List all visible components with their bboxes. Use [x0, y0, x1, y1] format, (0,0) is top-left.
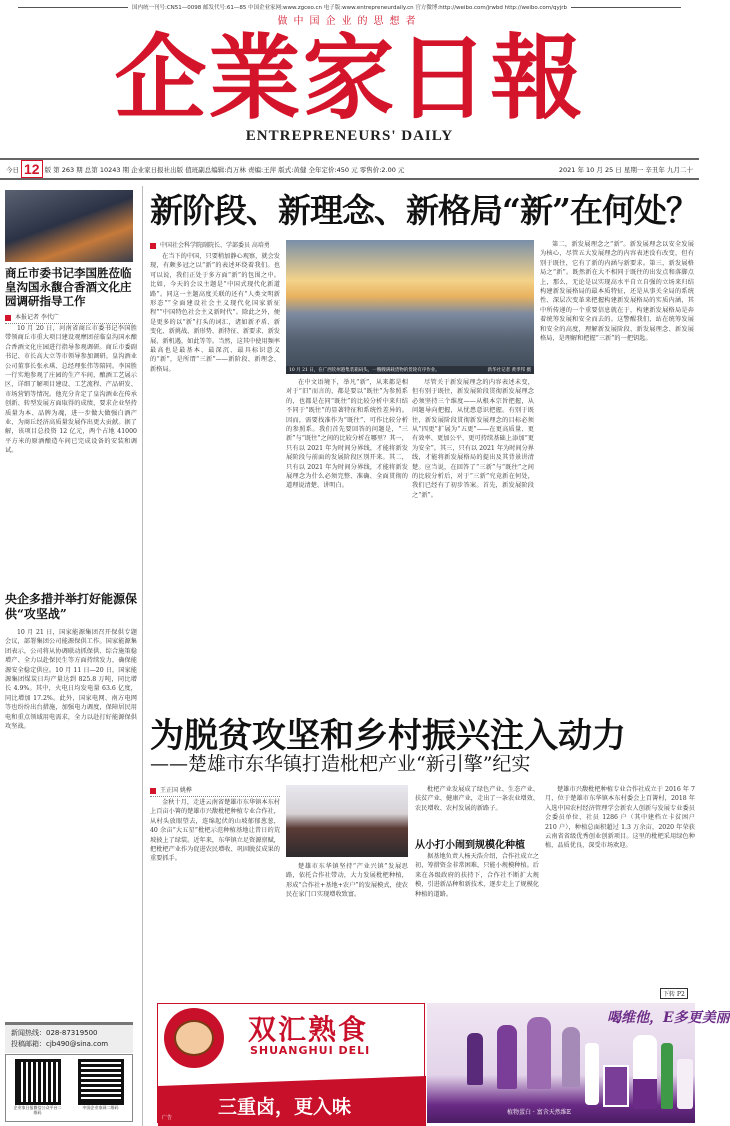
story2-col-3b: 据基地负责人杨天浩介绍，合作社成立之初，筹措资金非常困难，只能小规模种植。后来在各级政府的扶持下，合作社不断扩大规模，引进新品种和新技术，逐步走上了规模化种植的道路。 [415, 853, 539, 898]
main-byline: 中国社会科学院副院长、学部委员 高培勇 [150, 240, 280, 251]
left-body-1: 10 月 20 日，河南省商丘市委书记李国胜带领商丘市重大项目建设观摩团莅临皇沟国永酿合香酒文化庄园进行指导参观调研。商丘市委副书记、市长高大立等市领导参加调研。皇沟酒业公司董事长张永琪、总经理张伟等陪同。李国胜一行实地参观了庄园的生产车间、酿酒工艺展示区，详细了解项目建设、工艺流程、产品研发、市场营销等情况。他充分肯定了皇沟酒业在传承创新、转型发展方面取得的成绩，要求企业坚持质量为本、品牌为魂，进一步做大做强白酒产业，为商丘经济高质量发展作出更大贡献。据了解，该项目总投资 12 亿元，两个占地 41000 平方米的原酒酿造车间已完成设备的安装和调试。 [5, 325, 137, 455]
issue-date: 2021 年 10 月 25 日 星期一 辛丑年 九月二十 [558, 165, 693, 174]
masthead-english: ENTREPRENEURS' DAILY [245, 128, 454, 144]
milk-ad-tagline: 植物蛋白 · 富含天然维E [507, 1109, 572, 1116]
product-bottle [661, 1043, 673, 1109]
story-photo-inspection [5, 190, 133, 262]
model-figure [562, 1027, 580, 1087]
story2-col-4: 楚雄市兴馥枇杷种植专业合作社成立于 2016 年 7 月，位于楚雄市东华镇本东村委会上百箐村，2018 年入选中国农村经济管理学会新农人创新与发展专业委员会委员单位，社员 1286 户（其中建档立卡贫困户 210 户），种植总面积超过 1.3 万余亩，2020 年荣获云南省省级优秀创业创新项目。这里的枇杷采用绿色种植，品质优良，深受市场欢迎。 [545, 786, 695, 850]
ad-brand-en: SHUANGHUI DELI [250, 1044, 371, 1057]
main-headline[interactable]: 新阶段、新理念、新格局“新”在何处？ [150, 191, 698, 230]
story2-subheadline: ——楚雄市东华镇打造枇杷产业“新引擎”纪实 [150, 753, 531, 775]
story2-subhead: 从小打小闹到规模化种植 [415, 840, 525, 851]
milk-ad-slogan: 喝维他，E多更美丽 [607, 1010, 730, 1026]
qr-caption: 企业家日报微信公众平台二维码 [13, 1105, 62, 1115]
left-body-2: 10 月 21 日，国家能源集团召开保供专题会议，部署集团公司能源保供工作。国家能源集团表示，公司将从协调联动抓保供、综合施策稳增产、全力以赴保民生等方面持续发力，确保能源安全稳定供应。10 月 11 日—20 日，国家能源集团煤炭日均产量达到 825.8 万吨，同比增长 4.9%。其中，火电日均发电量 63.6 亿度，同比增加 17.2%。此外，国家电网、南方电网等也纷纷出台措施，加强电力调度，保障居民用电和重点领域用电需求，全力以赴打好能源保供攻坚战。 [5, 629, 137, 731]
left-headline-1[interactable]: 商丘市委书记李国胜莅临皇沟国永馥合香酒文化庄园调研指导工作 [5, 266, 132, 308]
model-figure [527, 1017, 551, 1089]
model-figure [497, 1025, 517, 1089]
issue-details: 版 第 263 期 总第 10243 期 企业家日报社出版 值班副总编辑:肖万林 责编:王萍 版式:黄健 全年定价:450 元 零售价:2.00 元 [44, 165, 405, 174]
qr-code-icon[interactable] [15, 1059, 61, 1105]
qr-item [13, 1059, 63, 1121]
news-hotline: 新闻热线：028-87319500 [11, 1029, 98, 1037]
story2-col-2: 楚雄市东华镇坚持“产业兴镇”发展思路，依托合作社带动，大力发展枇杷种植，形成“合作社+基地+农户”的发展模式，使农民在家门口实现增收致富。 [286, 863, 408, 899]
issue-info-bar [0, 158, 699, 180]
product-bottle [585, 1043, 599, 1105]
story2-col-1: 金秋十月，走进云南省楚雄市东华镇本东村上百亩小箐的楚雄市兴馥枇杷种植专业合作社，从村头放眼望去，连绵起伏的山坡郁郁葱葱，40 余亩“大五星”枇杷示范种植基地让昔日的荒坡披上了绿装。近年来，东华镇立足资源禀赋，把枇杷产业作为促进农民增收、巩固脱贫成果的重要抓手。 [150, 799, 280, 863]
shuanghui-ad[interactable] [157, 1003, 425, 1123]
main-col-4: 第二，新发展理念之“新”。新发展理念以安全发展为核心，尽管五大发展理念的内容表述没有改变，但有别于既往，它有了新的内涵与新要求。第三，新发展格局之“新”。既然新在大不相同于既往的出发点和落脚点上，那么，无论是以实现高水平自立自强的立场来归结构建新发展格局的最本质特征，还是从事关全局的系统性、深层次变革来把握构建新发展格局的实质内涵，其中所传递的一个重要信息就在于，构建新发展格局是奔着统筹发展和安全而去的。这警醒我们，站在统筹发展和安全的高度，理解新发展阶段、新发展理念、新发展格局，是理解和把握“三新”的一把钥匙。 [540, 241, 694, 343]
pig-logo-icon [164, 1008, 224, 1068]
photo-credit: 新华社记者 黄孝邦 摄 [487, 368, 531, 373]
milk-drink-ad[interactable] [427, 1003, 730, 1123]
page-count-badge: 12 [21, 160, 43, 178]
submission-email[interactable]: 投稿邮箱：cjb490@sina.com [11, 1040, 109, 1048]
story2-byline: 王正国 姚桦 [150, 785, 280, 797]
qr-item [76, 1059, 126, 1121]
registration-line: 国内统一刊号:CN51—0098 邮发代号:61—85 中国企业家网:www.zgceo.cn 电子版:www.entrepreneurdaily.cn 官方微博:http://weibo.com/jrwbd http://weibo.com/qyjrb [0, 3, 699, 11]
ad-slogan: 三重卤，更入味 [218, 1096, 352, 1118]
photo-caption [286, 366, 534, 374]
main-col-3: 尽管关于新发展理念的内容表述未变，但有别于既往，新发展阶段贯彻新发展理念必须坚持三个维度——从根本宗旨把握，从问题导向把握，从忧患意识把握。有别于既往，新发展阶段贯彻新发展理念的目标必须从“四更”扩展为“五更”——在更高质量、更有效率、更加公平、更可持续基础上添加“更为安全”。其三，只有以 2021 年为时间分界线，才能将新发展格局的提出及其背景讲清楚。应当说，在回答了“三新”与“既往”之间的比较分析后，对于“三新”究竟新在何处，我们已经有了初步答案。首先，新发展阶段之“新”。 [412, 379, 534, 499]
contact-box [5, 1022, 133, 1053]
story2-photo-meeting [286, 785, 408, 857]
today-label: 今日 [6, 165, 19, 174]
product-can [677, 1059, 693, 1109]
ad-brand-cn: 双汇熟食 [248, 1013, 369, 1046]
qr-caption: 中国企业家网二维码 [82, 1105, 119, 1110]
qr-code-box [5, 1054, 133, 1122]
slogan: 做中国企业的思想者 [277, 16, 422, 27]
masthead-logo: 企業家日報 [114, 24, 585, 132]
continued-on-page-link[interactable]: 下转 P2 [660, 988, 688, 999]
main-col-2: 在中文语境下，举凡“新”，从来都是相对于“旧”而言的，都是要以“既往”为参照系的，也都是在同“既往”的比较分析中来归结不同于“既往”的显著特征和系统性差异的。因而，需要找准作为“既往”、可作比较分析的参照系。我们首先要回答的问题是，“三新”与“既往”之间的比较分析在哪里？其一，只有以 2021 年为时间分界线，才能将新发展阶段与前面的发展阶段区别开来。其二，只有以 2021 年为时间分界线，才能将新发展理念为什么必须完整、准确、全面贯彻的道理说清楚、讲明白。 [286, 379, 408, 490]
product-carton [603, 1065, 629, 1107]
story2-headline[interactable]: 为脱贫攻坚和乡村振兴注入动力 [150, 716, 626, 756]
main-col-1: 在当下的中国，只要稍加静心观察，就会发现，有颇多冠之以“新”的表述环绕着我们。也可以说，我们正处于多方面“新”的包围之中。比如，今天的会议主题是“中国式现代化新道路”。同这一主题高度关联的还有“人类文明新形态”“全面建设社会主义现代化国家新征程”“中国特色社会主义新时代”。除此之外，便是更多的以“新”打头的词汇，诸如新矛盾、新变化、新挑战、新形势、新特征、新要求、新发展、新机遇，如此等等。当然，这其中使用频率最高也是最基本、最深沉、最具标识意义的“新”，是所谓“三新”——新阶段、新理念、新格局。 [150, 253, 280, 373]
photo-caption-text: 10 月 21 日，在广西钦州港集装箱码头，一艘艘满载货物的货轮有序作业。 [289, 368, 440, 373]
qr-code-icon[interactable] [78, 1059, 124, 1105]
main-photo-port [286, 240, 534, 374]
product-jug [633, 1035, 657, 1109]
left-headline-2[interactable]: 央企多措并举打好能源保供“攻坚战” [5, 592, 138, 621]
column-divider [142, 186, 143, 1126]
model-figure [467, 1033, 483, 1085]
ad-label: 广告 [162, 1115, 173, 1121]
left-byline-1: 本报记者 李代广 [5, 312, 133, 324]
story2-col-3: 枇杷产业发展成了绿色产业、生态产业、扶贫产业、健康产业，走出了一条农业增效、农民增收、农村发展的新路子。 [415, 786, 539, 812]
